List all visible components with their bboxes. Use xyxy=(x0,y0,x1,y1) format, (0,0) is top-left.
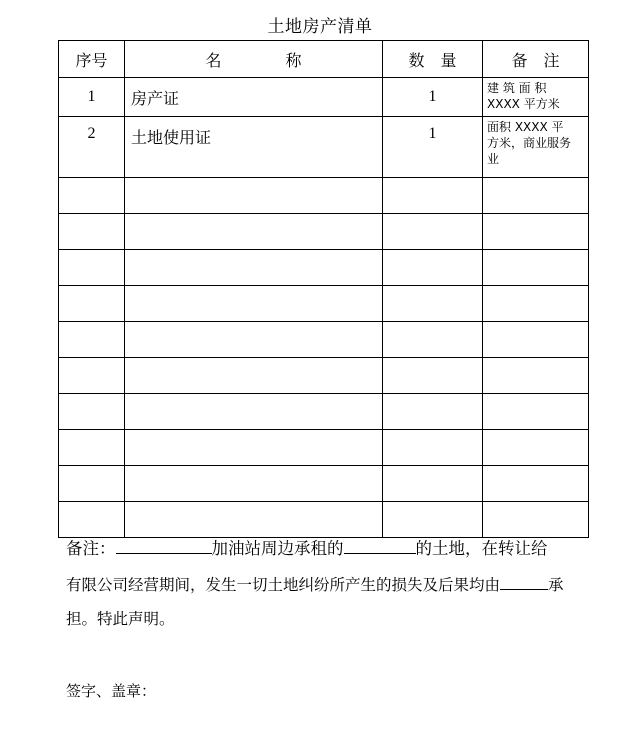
empty-cell xyxy=(383,286,483,322)
blank-field xyxy=(344,538,416,554)
empty-cell xyxy=(125,214,383,250)
row-name: 房产证 xyxy=(125,78,383,117)
row-quantity: 1 xyxy=(383,117,483,178)
row-index: 1 xyxy=(59,78,125,117)
header-index: 序号 xyxy=(59,41,125,78)
table-row xyxy=(59,117,589,178)
row-name: 土地使用证 xyxy=(125,117,383,178)
table-row xyxy=(59,78,589,117)
table-header-row xyxy=(59,41,589,78)
empty-cell xyxy=(59,466,125,502)
property-list-table xyxy=(58,40,589,538)
empty-table-row xyxy=(59,178,589,214)
blank-field xyxy=(500,574,548,590)
empty-cell xyxy=(125,250,383,286)
empty-cell xyxy=(483,322,589,358)
empty-cell xyxy=(483,250,589,286)
empty-cell xyxy=(383,250,483,286)
empty-cell xyxy=(59,394,125,430)
header-quantity: 数 量 xyxy=(383,41,483,78)
statement-part2: 的土地，在转让给 xyxy=(415,539,548,558)
empty-cell xyxy=(483,214,589,250)
empty-cell xyxy=(125,502,383,538)
empty-table-row xyxy=(59,250,589,286)
empty-cell xyxy=(483,394,589,430)
note-line: 建 筑 面 积 xyxy=(487,81,547,95)
empty-cell xyxy=(59,502,125,538)
row-note xyxy=(483,78,589,117)
note-line: XXXX 平方米 xyxy=(487,97,560,111)
empty-cell xyxy=(383,430,483,466)
empty-cell xyxy=(125,466,383,502)
statement-line2-text: 有限公司经营期间，发生一切土地纠纷所产生的损失及后果均由 xyxy=(66,576,501,594)
note-line: 业 xyxy=(487,152,500,166)
statement-line2-end: 承 xyxy=(548,576,564,594)
empty-table-row xyxy=(59,430,589,466)
empty-cell xyxy=(383,178,483,214)
empty-cell xyxy=(125,394,383,430)
row-index: 2 xyxy=(59,117,125,178)
empty-cell xyxy=(483,178,589,214)
empty-table-row xyxy=(59,466,589,502)
empty-cell xyxy=(125,286,383,322)
empty-cell xyxy=(59,178,125,214)
empty-cell xyxy=(59,214,125,250)
empty-cell xyxy=(483,502,589,538)
empty-table-row xyxy=(59,322,589,358)
empty-table-row xyxy=(59,502,589,538)
empty-table-row xyxy=(59,286,589,322)
row-quantity: 1 xyxy=(383,78,483,117)
empty-cell xyxy=(383,322,483,358)
statement-line-2 xyxy=(66,574,586,595)
empty-cell xyxy=(125,358,383,394)
empty-cell xyxy=(383,502,483,538)
empty-cell xyxy=(383,466,483,502)
statement-part1: 加油站周边承租的 xyxy=(211,539,344,558)
header-note: 备 注 xyxy=(483,41,589,78)
document-title: 土地房产清单 xyxy=(267,17,373,37)
empty-cell xyxy=(383,214,483,250)
empty-cell xyxy=(383,358,483,394)
empty-cell xyxy=(59,322,125,358)
empty-cell xyxy=(483,466,589,502)
empty-cell xyxy=(59,286,125,322)
empty-cell xyxy=(59,358,125,394)
statement-prefix: 备注： xyxy=(66,539,116,558)
empty-cell xyxy=(125,322,383,358)
blank-field xyxy=(116,538,212,554)
statement-line-1 xyxy=(66,538,586,559)
empty-table-row xyxy=(59,214,589,250)
empty-cell xyxy=(483,430,589,466)
empty-cell xyxy=(59,430,125,466)
empty-cell xyxy=(383,394,483,430)
empty-cell xyxy=(125,178,383,214)
empty-cell xyxy=(59,250,125,286)
row-note xyxy=(483,117,589,178)
header-name: 名 称 xyxy=(125,41,383,78)
empty-table-row xyxy=(59,358,589,394)
empty-table-row xyxy=(59,394,589,430)
empty-cell xyxy=(483,358,589,394)
note-line: 方米，商业服务 xyxy=(487,136,572,150)
empty-cell xyxy=(483,286,589,322)
statement-line-3: 担。特此声明。 xyxy=(66,610,175,628)
note-line: 面积 XXXX 平 xyxy=(487,120,564,134)
signature-label: 签字、盖章： xyxy=(66,682,157,700)
empty-cell xyxy=(125,430,383,466)
